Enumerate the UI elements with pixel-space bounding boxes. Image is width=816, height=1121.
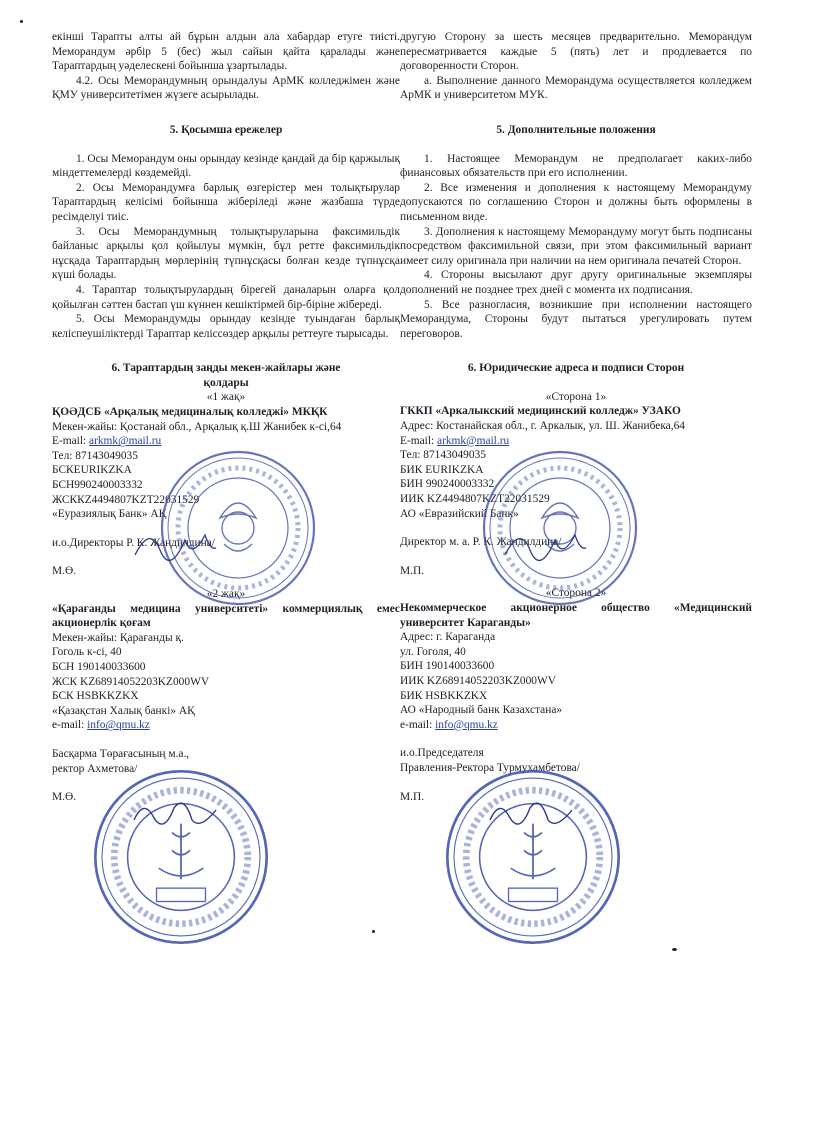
ru-party2-address-1: Адрес: г. Караганда xyxy=(400,631,496,644)
ru-party2-bik: БИК HSBKKZKX xyxy=(400,689,488,702)
kz-section5-item-5: 5. Осы Меморандумды орындау кезінде туындаған барлық келіспеушіліктерді Тараптар келіссөздер арқылы реттеуге тырысады. xyxy=(52,313,400,340)
kz-party2-signatory-1: Басқарма Төрағасының м.а., xyxy=(52,747,190,760)
kz-party1-bank: «Еуразиялық Банк» АҚ xyxy=(52,508,167,521)
ru-party2-iik: ИИК KZ68914052203KZ000WV xyxy=(400,674,556,687)
ru-party2-bank: АО «Народный банк Казахстана» xyxy=(400,704,563,717)
kz-party2-address-2: Гоголь к-сі, 40 xyxy=(52,646,122,659)
kz-party1-bik: БСКEURIKZKA xyxy=(52,464,132,477)
ru-party1-seal-mark: М.П. xyxy=(400,564,425,577)
ru-section5-item-5: 5. Все разногласия, возникшие при исполнении настоящего Меморандума, Стороны будут пытаться урегулировать путем переговоров. xyxy=(400,298,752,340)
ru-section5-item-1: 1. Настоящее Меморандум не предполагает каких-либо финансовых обязательств при его исполнении. xyxy=(400,152,752,180)
ru-party2-address-2: ул. Гоголя, 40 xyxy=(400,645,466,658)
russian-column xyxy=(400,30,752,804)
kz-party1-address: Мекен-жайы: Қостанай обл., Арқалық қ.Ш Жанибек к-сі,64 xyxy=(52,420,342,433)
ru-section5-item-2: 2. Все изменения и дополнения к настоящему Меморандуму допускаются по соглашению Сторон и должны быть оформлены в письменном виде. xyxy=(400,181,752,223)
ru-party2-signatory-2: Правления-Ректора Турмухамбетова/ xyxy=(400,761,580,774)
kz-intro-paragraph-2: 4.2. Осы Меморандумның орындалуы АрМК колледжімен және ҚМУ университетімен жүзеге асырылады. xyxy=(52,74,400,102)
ru-section5-item-4: 4. Стороны высылают друг другу оригинальные экземпляры дополнений не позднее трех дней с момента их подписания. xyxy=(400,269,752,296)
kz-section5-item-1: 1. Осы Меморандум оны орындау кезінде қандай да бір қаржылық міндеттемелерді көздемейді. xyxy=(52,152,400,180)
kz-party2-signatory-2: ректор Ахметова/ xyxy=(52,762,138,775)
ru-party1-email: E-mail: arkmk@mail.ru xyxy=(400,434,510,447)
ru-party1-signatory: Директор м. а. Р. К. Жандилдина/ xyxy=(400,536,562,549)
kz-party2-address-1: Мекен-жайы: Қарағанды қ. xyxy=(52,631,184,644)
kz-party2-bank: «Қазақстан Халық банкі» АҚ xyxy=(52,704,195,717)
ru-party1-email-link[interactable]: arkmk@mail.ru xyxy=(437,434,510,447)
kz-party2-iik: ЖСК KZ68914052203KZ000WV xyxy=(52,675,210,688)
kz-party1-iik: ЖСККZ4494807KZT22031529 xyxy=(52,493,200,506)
kz-section5-item-4: 4. Тараптар толықтырулардың бірегей даналарын оларға қол қойылған сәттен бастап үш күннен кешіктірмей бір-біріне жібереді. xyxy=(52,283,400,311)
kz-intro-paragraph-1: екінші Тарапты алты ай бұрын алдын ала хабардар етуге тиісті. Меморандум әрбір 5 (бес) жыл сайын қайта қаралады және Тараптардың уәделескені бойынша ұзартылады. xyxy=(52,31,400,73)
kz-party1-signatory: и.о.Директоры Р. К. Жандилдина/ xyxy=(52,536,215,549)
ru-party1-bik: БИК EURIKZKA xyxy=(400,463,484,476)
kz-party1-seal-mark: М.Ө. xyxy=(52,565,77,578)
kz-party2-bin: БСН 190140033600 xyxy=(52,660,146,673)
kz-party2-bik: БСК HSBKKZKX xyxy=(52,690,139,703)
kz-section6-title: 6. Тараптардың заңды мекен-жайлары және қолдары xyxy=(111,362,341,389)
ru-section5-item-3: 3. Дополнения к настоящему Меморандуму могут быть подписаны посредством факсимильной связи, при этом факсимильный вариант имеет силу оригинала при наличии на нем оригинала печатей Сторон. xyxy=(400,225,752,267)
ru-party1-bin: БИН 990240003332 xyxy=(400,478,495,491)
scan-speck xyxy=(20,20,23,23)
ru-party2-email: e-mail: info@qmu.kz xyxy=(400,718,498,731)
kz-section5-item-3: 3. Осы Меморандумның толықтыруларына факсимильдік байланыс арқылы қол қойылуы мүмкін, бұл ретте факсимильдік нұсқада Тараптардың мөрлерінің түпнұсқасы болған кезде түпнұсқа күші болады. xyxy=(52,225,400,282)
ru-party2-seal-mark: М.П. xyxy=(400,790,425,803)
ru-party1-name: ГККП «Аркалыкский медицинский колледж» УЗАКО xyxy=(400,405,681,418)
kazakh-column xyxy=(52,30,400,805)
kz-party1-bin: БСН990240003332 xyxy=(52,479,143,492)
kz-party2-seal-mark: М.Ө. xyxy=(52,791,77,804)
ru-party2-signatory-1: и.о.Председателя xyxy=(400,747,484,760)
ru-party1-phone: Тел: 87143049035 xyxy=(400,449,486,462)
ru-party2-name: Некоммерческое акционерное общество «Медицинский университет Караганды» xyxy=(400,602,752,629)
ru-party1-iik: ИИК KZ4494807KZT22031529 xyxy=(400,493,550,506)
kz-party2-email-link[interactable]: info@qmu.kz xyxy=(87,719,150,732)
kz-party2-label: «2 жақ» xyxy=(206,588,246,600)
ru-party1-label: «Сторона 1» xyxy=(545,390,607,403)
ru-intro-paragraph-1: другую Сторону за шесть месяцев предварительно. Меморандум пересматривается каждые 5 (пять) лет и продлевается по договоренности Сторон. xyxy=(400,31,752,73)
ru-intro-paragraph-2: а. Выполнение данного Меморандума осуществляется колледжем АрМК и университетом МУК. xyxy=(400,74,752,102)
ru-party2-email-link[interactable]: info@qmu.kz xyxy=(435,718,498,731)
kz-party2-email: e-mail: info@qmu.kz xyxy=(52,719,150,732)
ru-party2-bin: БИН 190140033600 xyxy=(400,660,495,673)
kz-section5-title: 5. Қосымша ережелер xyxy=(169,123,283,136)
kz-party2-name: «Қарағанды медицина университеті» коммерциялық емес акционерлік қоғам xyxy=(52,602,400,630)
scan-speck xyxy=(672,948,677,951)
ru-section5-title: 5. Дополнительные положения xyxy=(496,123,656,136)
kz-party1-name: ҚОӘДСБ «Арқалық медициналық колледжі» МКҚК xyxy=(52,406,328,419)
ru-party2-label: «Сторона 2» xyxy=(545,587,607,600)
ru-party1-bank: АО «Евразийский Банк» xyxy=(400,507,519,520)
kz-section5-item-2: 2. Осы Меморандумға барлық өзгерістер мен толықтырулар Тараптардың келісімі бойынша жіберіледі және жазбаша түрде ресімделуі тиіс. xyxy=(52,181,400,223)
ru-section6-title: 6. Юридические адреса и подписи Сторон xyxy=(467,362,685,375)
kz-party1-label: «1 жақ» xyxy=(206,391,246,404)
ru-party1-address: Адрес: Костанайская обл., г. Аркалык, ул. Ш. Жанибека,64 xyxy=(400,420,685,433)
kz-party1-email: E-mail: arkmk@mail.ru xyxy=(52,435,162,448)
kz-party1-phone: Тел: 87143049035 xyxy=(52,449,138,462)
kz-party1-email-link[interactable]: arkmk@mail.ru xyxy=(89,435,162,448)
scan-speck xyxy=(372,930,375,933)
